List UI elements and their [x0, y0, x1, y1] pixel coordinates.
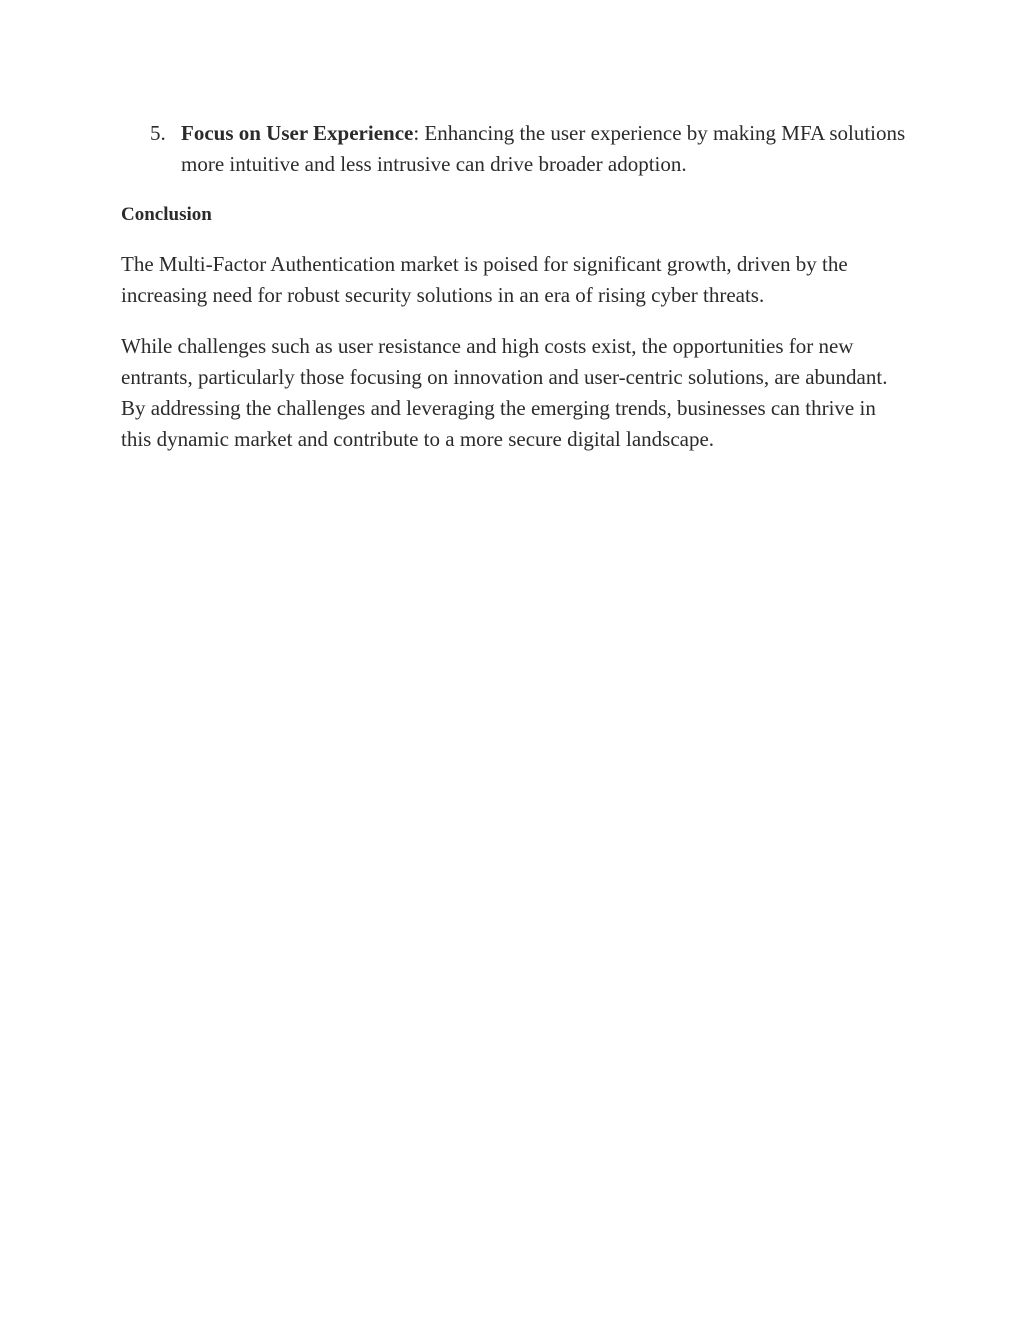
list-number: 5.: [150, 121, 166, 145]
list-item-focus-user-experience: [121, 118, 911, 180]
document-page: [121, 118, 911, 455]
list-text: : Enhancing the user experience by making MFA solutions more intuitive and less intrusive can drive broader adoption.: [181, 121, 906, 176]
conclusion-heading: Conclusion: [121, 204, 212, 225]
conclusion-paragraph-2: While challenges such as user resistance and high costs exist, the opportunities for new entrants, particularly those focusing on innovation and user-centric solutions, are abundant. By addressing the challenges and leveraging the emerging trends, businesses can thrive in this dynamic market and contribute to a more secure digital landscape.: [121, 334, 888, 451]
conclusion-paragraph-1: The Multi-Factor Authentication market is poised for significant growth, driven by the increasing need for robust security solutions in an era of rising cyber threats.: [121, 252, 848, 307]
list-term: Focus on User Experience: [181, 121, 414, 145]
